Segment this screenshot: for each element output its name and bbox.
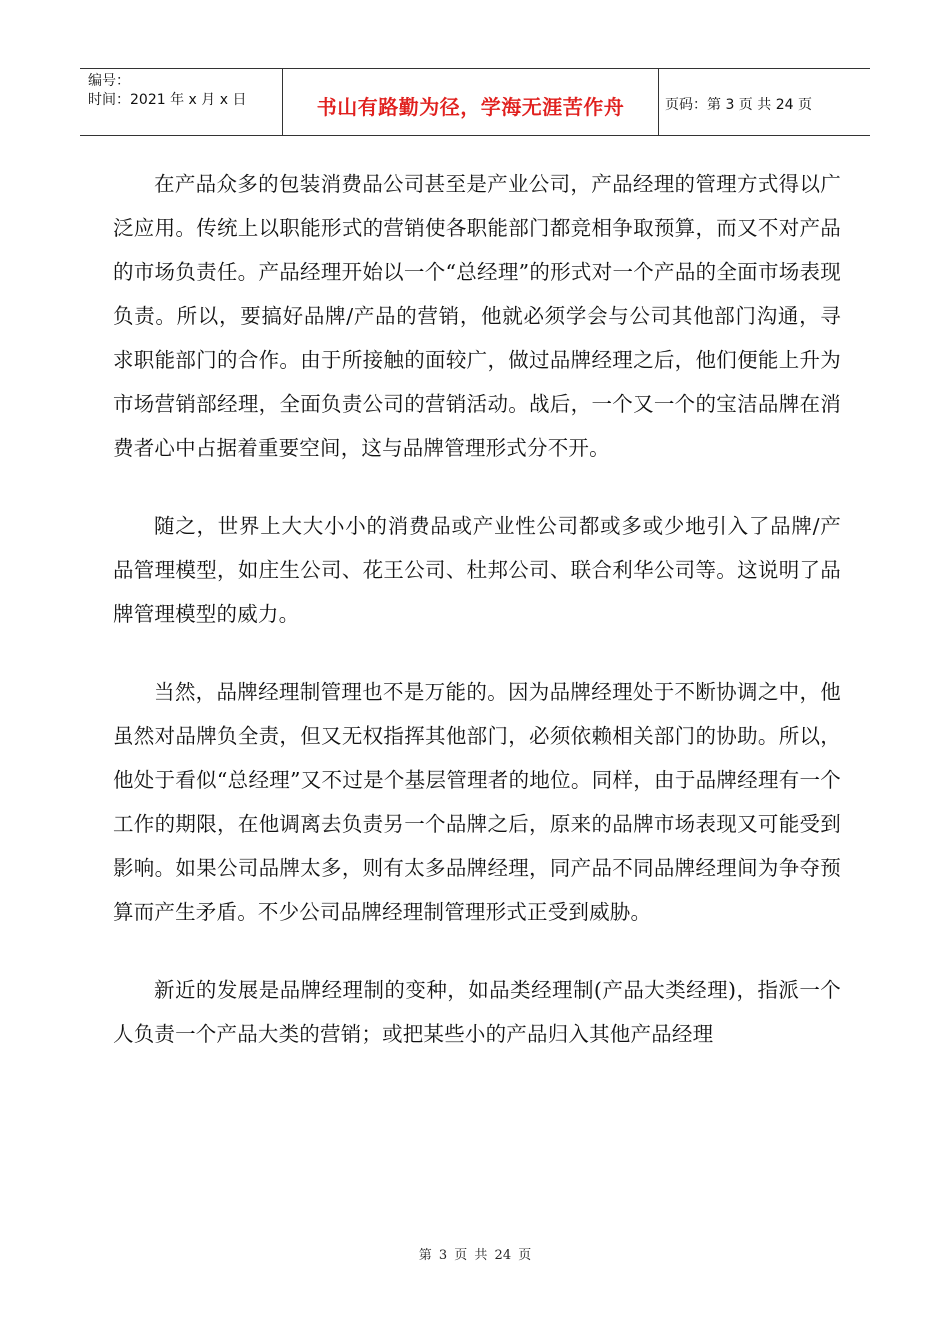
paragraph: 在产品众多的包装消费品公司甚至是产业公司，产品经理的管理方式得以广泛应用。传统上以职能形式的营销使各职能部门都竞相争取预算，而又不对产品的市场负责任。产品经理开始以一个“总经理”的形式对一个产品的全面市场表现负责。所以，要搞好品牌/产品的营销，他就必须学会与公司其他部门沟通，寻求职能部门的合作。由于所接触的面较广，做过品牌经理之后，他们便能上升为市场营销部经理，全面负责公司的营销活动。战后，一个又一个的宝洁品牌在消费者心中占据着重要空间，这与品牌管理形式分不开。 bbox=[113, 172, 841, 460]
header-page-info: 页码：第 3 页 共 24 页 bbox=[665, 97, 812, 113]
paragraph: 当然，品牌经理制管理也不是万能的。因为品牌经理处于不断协调之中，他虽然对品牌负全责，但又无权指挥其他部门，必须依赖相关部门的协助。所以，他处于看似“总经理”又不过是个基层管理者的地位。同样，由于品牌经理有一个工作的期限，在他调离去负责另一个品牌之后，原来的品牌市场表现又可能受到影响。如果公司品牌太多，则有太多品牌经理，同产品不同品牌经理间为争夺预算而产生矛盾。不少公司品牌经理制管理形式正受到威胁。 bbox=[113, 680, 841, 924]
document-date: 时间：2021 年 x 月 x 日 bbox=[88, 92, 247, 108]
paragraph: 随之，世界上大大小小的消费品或产业性公司都或多或少地引入了品牌/产品管理模型，如庄生公司、花王公司、杜邦公司、联合利华公司等。这说明了品牌管理模型的威力。 bbox=[113, 514, 841, 626]
page-footer: 第 3 页 共 24 页 bbox=[418, 1248, 532, 1263]
header-motto-cell bbox=[283, 69, 659, 135]
paragraph: 新近的发展是品牌经理制的变种，如品类经理制(产品大类经理)，指派一个人负责一个产品大类的营销；或把某些小的产品归入其他产品经理 bbox=[113, 978, 841, 1046]
page-header bbox=[80, 68, 870, 136]
document-code-label: 编号： bbox=[88, 73, 130, 89]
header-motto: 书山有路勤为径，学海无涯苦作舟 bbox=[316, 94, 625, 119]
document-body bbox=[113, 162, 841, 1090]
header-meta-cell bbox=[80, 69, 283, 135]
